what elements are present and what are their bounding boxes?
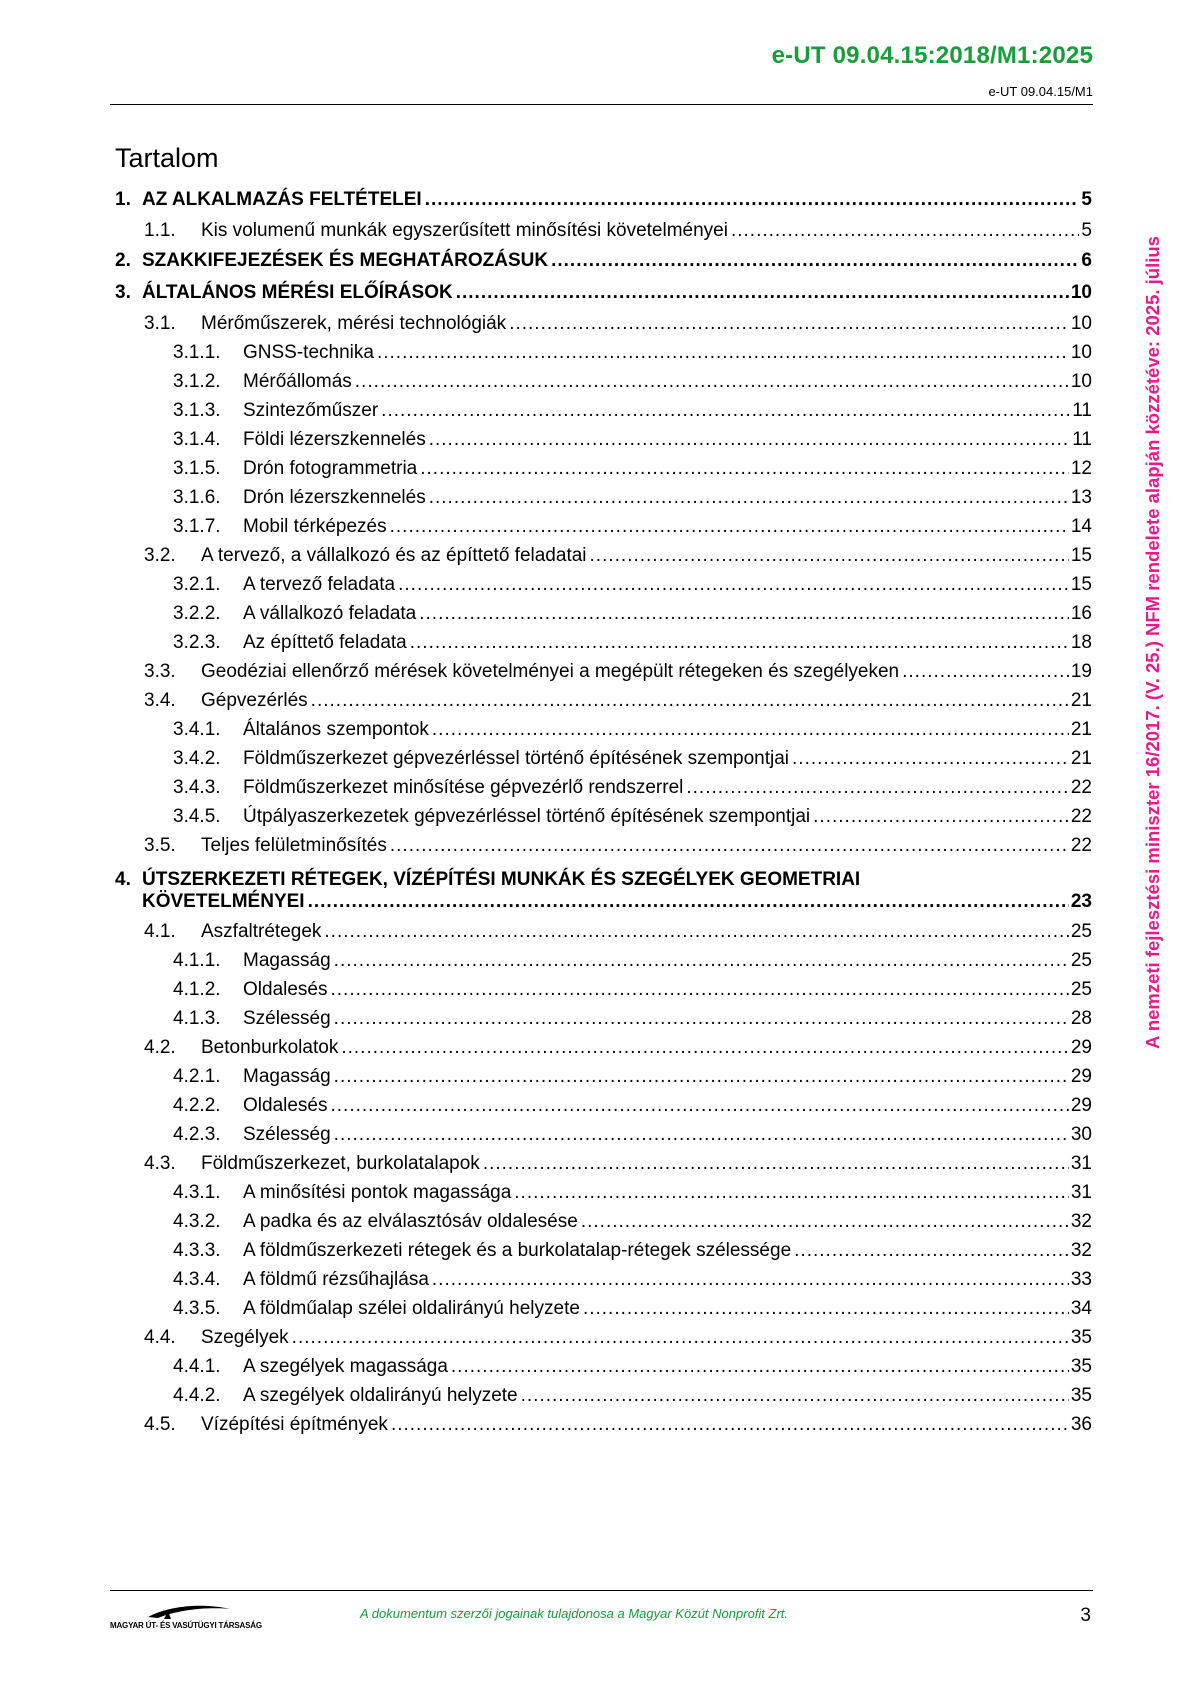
toc-entry-number: 3.4.1. [173,719,221,740]
toc-entry-number: 4. [115,869,131,890]
toc-entry[interactable] [115,1265,1092,1294]
toc-entry-page: 13 [1070,487,1092,508]
toc-entry[interactable] [115,1178,1092,1207]
toc-dot-leader [377,338,1069,367]
toc-dot-leader [429,483,1069,512]
toc-entry-page: 29 [1070,1066,1092,1087]
toc-entry-title: Földi lézerszkennelés [243,429,426,450]
toc-entry-title: Aszfaltrétegek [201,921,322,942]
toc-entry[interactable] [115,917,1092,946]
toc-entry-title: A minősítési pontok magassága [243,1182,512,1203]
toc-entry-title: Mérőműszerek, mérési technológiák [201,313,507,334]
toc-entry-number: 4.4.1. [173,1356,221,1377]
toc-entry-page: 34 [1070,1298,1092,1319]
toc-dot-leader [425,184,1080,216]
toc-entry-page: 15 [1070,545,1092,566]
toc-dot-leader [390,831,1069,860]
toc-entry-page: 12 [1070,458,1092,479]
toc-entry[interactable] [115,277,1092,309]
toc-entry[interactable] [115,245,1092,277]
toc-entry-page: 10 [1070,342,1092,363]
toc-dot-leader [410,628,1069,657]
toc-entry-page: 14 [1070,516,1092,537]
toc-entry-title: Drón lézerszkennelés [243,487,426,508]
toc-entry-number: 3.2.2. [173,603,221,624]
toc-entry-title: GNSS-technika [243,342,374,363]
toc-entry[interactable] [115,1352,1092,1381]
toc-dot-leader [419,599,1069,628]
toc-entry-title-continued: KÖVETELMÉNYEI [142,891,305,912]
toc-dot-leader [334,1062,1069,1091]
toc-entry-page: 32 [1070,1211,1092,1232]
toc-entry[interactable] [115,1207,1092,1236]
toc-dot-leader [308,891,1069,913]
toc-entry-page: 35 [1070,1356,1092,1377]
toc-entry-number: 4.3.1. [173,1182,221,1203]
toc-entry-number: 3.2.1. [173,574,221,595]
toc-entry-number: 3.4.5. [173,806,221,827]
toc-entry-title: Geodéziai ellenőrző mérések követelményei a megépült rétegeken és szegélyeken [201,661,900,682]
toc-entry-page: 6 [1081,250,1092,271]
toc-entry[interactable] [115,512,1092,541]
toc-entry[interactable] [115,975,1092,1004]
toc-entry-title: Drón fotogrammetria [243,458,418,479]
toc-entry-number: 3.4. [144,690,176,711]
toc-entry-title: A padka és az elválasztósáv oldalesése [243,1211,578,1232]
toc-dot-leader [813,802,1069,831]
toc-entry-page: 32 [1070,1240,1092,1261]
toc-entry-title: Szegélyek [201,1327,289,1348]
toc-entry[interactable] [115,1120,1092,1149]
toc-entry-title: Földműszerkezet minősítése gépvezérlő rendszerrel [243,777,684,798]
toc-dot-leader [390,512,1069,541]
toc-dot-leader [590,541,1069,570]
toc-dot-leader [432,715,1069,744]
toc-entry[interactable] [115,686,1092,715]
toc-dot-leader [731,216,1079,245]
toc-entry-page: 33 [1070,1269,1092,1290]
toc-entry-title: A szegélyek magassága [243,1356,448,1377]
toc-entry-number: 3.2. [144,545,176,566]
toc-entry-number: 4.2.2. [173,1095,221,1116]
toc-entry-title: A tervező, a vállalkozó és az építtető feladatai [201,545,587,566]
toc-entry-number: 4.3.4. [173,1269,221,1290]
toc-entry-page: 31 [1070,1153,1092,1174]
toc-entry[interactable] [115,1410,1092,1439]
toc-entry-page: 16 [1070,603,1092,624]
toc-entry[interactable] [115,541,1092,570]
toc-entry-number: 4.2.1. [173,1066,221,1087]
publication-side-note: A nemzeti fejlesztési miniszter 16/2017. (V. 25.) NFM rendelete alapján közzétéve: 2025. július [1142,236,1163,1049]
toc-entry-title: Betonburkolatok [201,1037,339,1058]
toc-entry-number: 4.1.3. [173,1008,221,1029]
toc-entry-page: 21 [1070,748,1092,769]
toc-entry[interactable] [115,216,1092,245]
toc-dot-leader [331,975,1069,1004]
toc-entry-title: Szintezőműszer [243,400,379,421]
toc-dot-leader [581,1207,1069,1236]
toc-entry-title: A földműszerkezeti rétegek és a burkolatalap-rétegek szélessége [243,1240,792,1261]
toc-entry-number: 3.5. [144,835,176,856]
toc-entry[interactable] [115,1294,1092,1323]
toc-entry-page: 10 [1070,313,1092,334]
toc-entry-page: 29 [1070,1037,1092,1058]
toc-entry-page: 25 [1070,921,1092,942]
header-divider [110,104,1093,105]
toc-entry-title: A földmű rézsűhajlása [243,1269,429,1290]
toc-entry-page: 10 [1070,371,1092,392]
toc-dot-leader [509,309,1069,338]
table-of-contents [115,184,1092,1439]
toc-entry-number: 4.1.1. [173,950,221,971]
toc-entry-title: AZ ALKALMAZÁS FELTÉTELEI [142,189,422,210]
toc-entry[interactable] [115,184,1092,216]
toc-entry-title: SZAKKIFEJEZÉSEK ÉS MEGHATÁROZÁSUK [142,250,549,271]
toc-entry-number: 4.3.2. [173,1211,221,1232]
toc-entry-page: 21 [1070,690,1092,711]
toc-entry-number: 3.4.3. [173,777,221,798]
toc-entry[interactable] [115,1004,1092,1033]
toc-dot-leader [551,245,1079,277]
toc-entry-page: 25 [1070,950,1092,971]
toc-entry[interactable] [115,309,1092,338]
toc-entry[interactable] [115,1381,1092,1410]
toc-entry[interactable] [115,831,1092,860]
toc-entry[interactable] [115,454,1092,483]
toc-entry-title: Vízépítési építmények [201,1414,388,1435]
toc-entry-number: 3.2.3. [173,632,221,653]
document-id: e-UT 09.04.15:2018/M1:2025 [771,42,1093,69]
toc-entry-number: 4.3.5. [173,1298,221,1319]
toc-entry-title: Útpályaszerkezetek gépvezérléssel történő építésének szempontjai [243,806,811,827]
toc-dot-leader [331,1091,1069,1120]
document-short-id: e-UT 09.04.15/M1 [988,84,1093,99]
toc-dot-leader [792,744,1069,773]
toc-entry-number: 4.1.2. [173,979,221,1000]
toc-entry-number: 4.2. [144,1037,176,1058]
toc-dot-leader [456,277,1069,309]
toc-entry-title: A földműalap szélei oldalirányú helyzete [243,1298,580,1319]
copyright-notice: A dokumentum szerzői jogainak tulajdonosa a Magyar Közút Nonprofit Zrt. [360,1606,789,1621]
toc-dot-leader [902,657,1069,686]
toc-entry-title: Mérőállomás [243,371,352,392]
toc-entry-number: 3.1.5. [173,458,221,479]
toc-entry-page: 28 [1070,1008,1092,1029]
toc-entry-number: 4.5. [144,1414,176,1435]
toc-entry-number: 4.4. [144,1327,176,1348]
toc-entry[interactable] [115,1323,1092,1352]
toc-entry-title: ÁLTALÁNOS MÉRÉSI ELŐÍRÁSOK [142,282,453,303]
swoosh-icon [110,1603,260,1623]
toc-entry-number: 3.1.1. [173,342,221,363]
toc-entry-title: Kis volumenű munkák egyszerűsített minősítési követelményei [201,220,728,241]
toc-entry-page: 5 [1081,189,1092,210]
toc-entry-page: 29 [1070,1095,1092,1116]
toc-entry-number: 4.4.2. [173,1385,221,1406]
toc-entry-title: Mobil térképezés [243,516,387,537]
toc-entry[interactable] [115,869,1092,913]
toc-dot-leader [583,1294,1069,1323]
toc-entry[interactable] [115,657,1092,686]
toc-entry[interactable] [115,1236,1092,1265]
toc-entry-title: ÚTSZERKEZETI RÉTEGEK, VÍZÉPÍTÉSI MUNKÁK ÉS SZEGÉLYEK GEOMETRIAI [142,869,861,890]
toc-dot-leader [334,1120,1069,1149]
toc-entry-title: A szegélyek oldalirányú helyzete [243,1385,518,1406]
toc-dot-leader [794,1236,1069,1265]
toc-entry[interactable] [115,1091,1092,1120]
toc-entry-page: 30 [1070,1124,1092,1145]
toc-entry[interactable] [115,483,1092,512]
association-logo [110,1603,260,1633]
toc-entry[interactable] [115,715,1092,744]
toc-dot-leader [521,1381,1069,1410]
toc-entry-number: 4.1. [144,921,176,942]
toc-entry-page: 10 [1070,282,1092,303]
toc-entry-title: Földműszerkezet gépvezérléssel történő építésének szempontjai [243,748,790,769]
toc-dot-leader [451,1352,1069,1381]
logo-text: MAGYAR ÚT- ÉS VASÚTÜGYI TÁRSASÁG [110,1621,262,1630]
toc-dot-leader [483,1149,1069,1178]
toc-entry-page: 23 [1070,891,1092,912]
toc-entry-page: 11 [1072,429,1092,450]
toc-entry-page: 36 [1070,1414,1092,1435]
toc-entry-page: 18 [1070,632,1092,653]
toc-entry-title: Magasság [243,1066,331,1087]
toc-entry-page: 15 [1070,574,1092,595]
toc-dot-leader [514,1178,1069,1207]
toc-entry-number: 4.3. [144,1153,176,1174]
toc-entry[interactable] [115,744,1092,773]
toc-entry-number: 3.1.4. [173,429,221,450]
toc-dot-leader [391,1410,1069,1439]
toc-entry-title: Teljes felületminősítés [201,835,387,856]
toc-entry[interactable] [115,946,1092,975]
toc-entry-page: 35 [1070,1385,1092,1406]
toc-entry-number: 4.2.3. [173,1124,221,1145]
toc-entry-page: 19 [1070,661,1092,682]
toc-dot-leader [686,773,1069,802]
toc-entry-title: Földműszerkezet, burkolatalapok [201,1153,480,1174]
toc-entry-page: 22 [1070,806,1092,827]
toc-entry-page: 21 [1070,719,1092,740]
toc-entry-number: 3.1. [144,313,176,334]
toc-entry-page: 11 [1072,400,1092,421]
toc-entry[interactable] [115,338,1092,367]
toc-dot-leader [292,1323,1069,1352]
toc-entry-number: 3.1.2. [173,371,221,392]
toc-entry-page: 35 [1070,1327,1092,1348]
toc-entry-number: 3. [115,282,131,303]
toc-entry[interactable] [115,1033,1092,1062]
toc-entry-title: Az építtető feladata [243,632,407,653]
toc-entry-title: Szélesség [243,1124,331,1145]
toc-dot-leader [420,454,1069,483]
toc-entry[interactable] [115,599,1092,628]
toc-dot-leader [432,1265,1069,1294]
toc-entry-number: 3.1.7. [173,516,221,537]
toc-entry-number: 3.4.2. [173,748,221,769]
toc-entry-page: 25 [1070,979,1092,1000]
toc-entry-title: Oldalesés [243,1095,328,1116]
page-number: 3 [1080,1605,1091,1626]
toc-entry-number: 3.1.6. [173,487,221,508]
toc-dot-leader [334,946,1069,975]
toc-dot-leader [355,367,1069,396]
toc-entry-page: 5 [1081,220,1092,241]
toc-entry-page: 22 [1070,777,1092,798]
toc-entry-number: 3.3. [144,661,176,682]
toc-entry-title: Gépvezérlés [201,690,308,711]
toc-title: Tartalom [115,143,219,173]
toc-entry-title: Általános szempontok [243,719,429,740]
toc-entry[interactable] [115,396,1092,425]
toc-entry-page: 31 [1070,1182,1092,1203]
toc-entry-number: 1.1. [144,220,176,241]
toc-entry[interactable] [115,1062,1092,1091]
toc-dot-leader [334,1004,1069,1033]
toc-entry-number: 2. [115,250,131,271]
toc-dot-leader [311,686,1069,715]
toc-entry-title: Magasság [243,950,331,971]
toc-dot-leader [429,425,1071,454]
toc-entry-page: 22 [1070,835,1092,856]
toc-entry-number: 3.1.3. [173,400,221,421]
toc-entry[interactable] [115,628,1092,657]
footer-divider [110,1590,1093,1591]
toc-dot-leader [398,570,1069,599]
toc-entry[interactable] [115,367,1092,396]
toc-entry-title: A tervező feladata [243,574,396,595]
toc-entry-title: A vállalkozó feladata [243,603,417,624]
toc-dot-leader [341,1033,1069,1062]
toc-entry-first-line [115,869,1092,891]
toc-entry-title: Szélesség [243,1008,331,1029]
toc-entry[interactable] [115,773,1092,802]
toc-entry-number: 4.3.3. [173,1240,221,1261]
toc-entry-number: 1. [115,189,131,210]
toc-entry[interactable] [115,570,1092,599]
toc-entry-title: Oldalesés [243,979,328,1000]
toc-entry[interactable] [115,425,1092,454]
toc-entry[interactable] [115,802,1092,831]
toc-entry[interactable] [115,1149,1092,1178]
toc-dot-leader [324,917,1068,946]
toc-dot-leader [381,396,1070,425]
